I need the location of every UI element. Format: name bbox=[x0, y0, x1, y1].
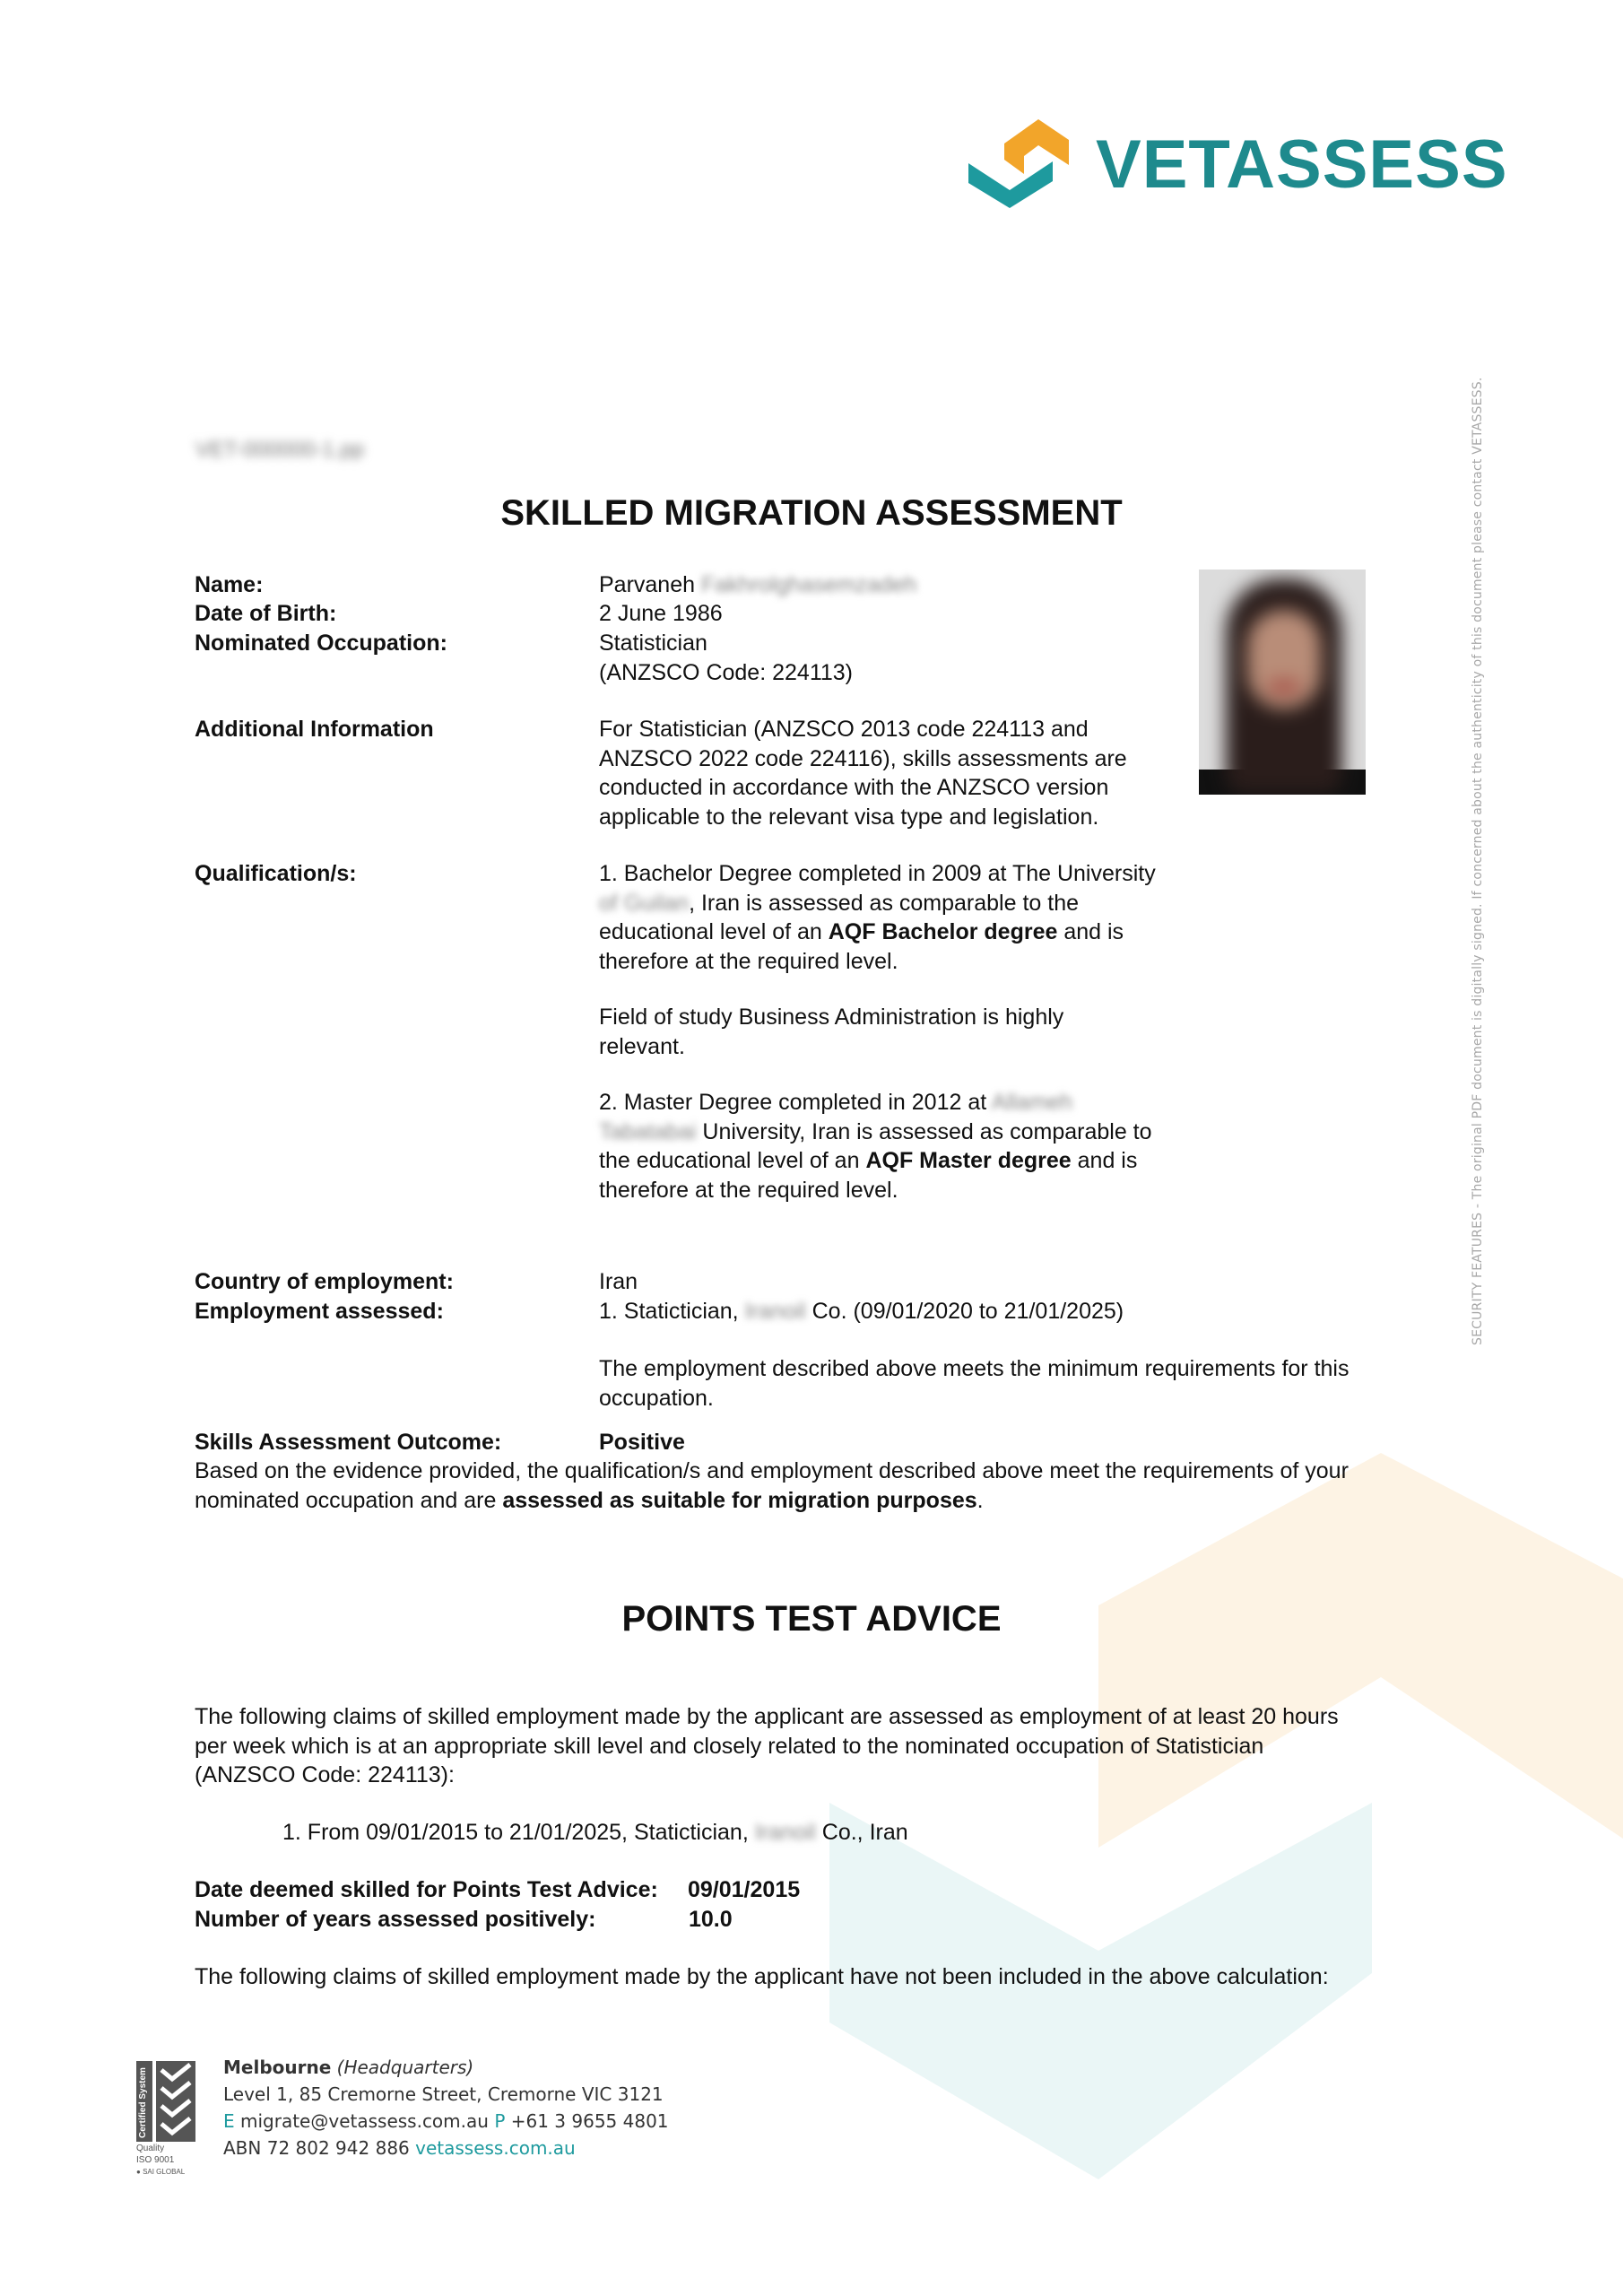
q1-line bbox=[599, 889, 1156, 918]
q2-university-redacted: Allameh bbox=[991, 1090, 1073, 1115]
footer-hq: (Headquarters) bbox=[336, 2057, 474, 2078]
employment-note-line: occupation. bbox=[599, 1385, 714, 1411]
name-label: Name: bbox=[195, 572, 264, 597]
country-label: Country of employment: bbox=[195, 1269, 454, 1294]
name-first: Parvaneh bbox=[599, 572, 696, 597]
badge-iso: ISO 9001 bbox=[136, 2155, 175, 2165]
q2-university-redacted: Tabatabai bbox=[599, 1118, 697, 1144]
qualification-2 bbox=[599, 1088, 1152, 1205]
footer-contact-line bbox=[223, 2108, 669, 2135]
check-marks-icon bbox=[156, 2061, 195, 2142]
occupation-value bbox=[599, 629, 853, 687]
q1-aqf-level: AQF Bachelor degree bbox=[828, 919, 1058, 944]
q2-aqf-level: AQF Master degree bbox=[865, 1148, 1072, 1173]
employment-text: Co. (09/01/2020 to 21/01/2025) bbox=[805, 1299, 1124, 1324]
iso-certified-badge bbox=[136, 2061, 201, 2187]
employment-note bbox=[599, 1354, 1349, 1413]
q2-text: and is bbox=[1071, 1148, 1138, 1173]
name-last-redacted: Fakhrolghasemzadeh bbox=[700, 572, 917, 597]
field-line: relevant. bbox=[599, 1033, 685, 1059]
claim-text: Co., Iran bbox=[815, 1820, 908, 1845]
q2-line bbox=[599, 1146, 1152, 1176]
certified-system-strip bbox=[136, 2061, 152, 2142]
footer-abn-line bbox=[223, 2135, 669, 2161]
additional-info-text bbox=[599, 715, 1127, 831]
additional-line: conducted in accordance with the ANZSCO version bbox=[599, 775, 1109, 800]
outcome-text: . bbox=[976, 1487, 984, 1513]
footer-city: Melbourne bbox=[223, 2057, 332, 2078]
email-label: E bbox=[223, 2110, 235, 2132]
q1-text: and is bbox=[1057, 919, 1124, 944]
q2-text: the educational level of an bbox=[599, 1148, 866, 1173]
field-of-study bbox=[599, 1003, 1063, 1061]
outcome-statement bbox=[195, 1457, 1349, 1515]
country-value: Iran bbox=[599, 1269, 638, 1294]
certified-system-text: Certified System bbox=[138, 2067, 148, 2138]
badge-sai: ● SAI GLOBAL bbox=[136, 2168, 186, 2176]
employer-redacted: Iranoil bbox=[744, 1299, 806, 1324]
vetassess-logo bbox=[968, 117, 1506, 215]
employment-note-line: The employment described above meets the minimum requirements for this bbox=[599, 1356, 1350, 1381]
q1-text: educational level of an bbox=[599, 919, 829, 944]
points-intro-line: (ANZSCO Code: 224113): bbox=[195, 1762, 455, 1787]
footer-website[interactable]: vetassess.com.au bbox=[415, 2137, 576, 2159]
years-value: 10.0 bbox=[689, 1907, 733, 1932]
additional-info-label: Additional Information bbox=[195, 717, 434, 742]
additional-line: applicable to the relevant visa type and legislation. bbox=[599, 804, 1099, 830]
badge-quality: Quality bbox=[136, 2144, 165, 2153]
footer-email[interactable]: migrate@vetassess.com.au bbox=[240, 2110, 489, 2132]
q1-line: therefore at the required level. bbox=[599, 948, 898, 974]
dob-label: Date of Birth: bbox=[195, 601, 337, 626]
outcome-value: Positive bbox=[599, 1430, 685, 1455]
additional-line: ANZSCO 2022 code 224116), skills assessments are bbox=[599, 745, 1127, 771]
outcome-text: nominated occupation and are bbox=[195, 1487, 503, 1513]
outcome-line bbox=[195, 1486, 1349, 1516]
dob-value: 2 June 1986 bbox=[599, 601, 723, 626]
phone-label: P bbox=[494, 2110, 506, 2132]
claim-employer-redacted: Iranoil bbox=[754, 1820, 816, 1845]
vetassess-logo-mark-icon bbox=[968, 117, 1076, 215]
q2-text: 2. Master Degree completed in 2012 at bbox=[599, 1090, 992, 1115]
additional-line: For Statistician (ANZSCO 2013 code 224113 and bbox=[599, 717, 1089, 742]
points-claim bbox=[282, 1818, 908, 1848]
outcome-label: Skills Assessment Outcome: bbox=[195, 1430, 502, 1455]
applicant-photo bbox=[1199, 570, 1366, 795]
claim-text: 1. From 09/01/2015 to 21/01/2025, Statictician, bbox=[282, 1820, 755, 1845]
points-title: POINTS TEST ADVICE bbox=[621, 1599, 1002, 1639]
points-intro bbox=[195, 1702, 1339, 1790]
q1-university-redacted: of Guilan bbox=[599, 890, 690, 916]
date-deemed-label: Date deemed skilled for Points Test Advice: bbox=[195, 1877, 658, 1902]
q2-line: therefore at the required level. bbox=[599, 1177, 898, 1203]
footer-city-line bbox=[223, 2054, 669, 2081]
occupation-anzsco: (ANZSCO Code: 224113) bbox=[599, 659, 853, 685]
name-value bbox=[599, 570, 916, 600]
employment-label: Employment assessed: bbox=[195, 1299, 444, 1324]
footer-abn: ABN 72 802 942 886 bbox=[223, 2137, 410, 2159]
q1-line: 1. Bachelor Degree completed in 2009 at The University bbox=[599, 861, 1156, 886]
employment-text: 1. Statictician, bbox=[599, 1299, 745, 1324]
points-intro-line: The following claims of skilled employment made by the applicant are assessed as employment of at least 20 hours bbox=[195, 1704, 1339, 1729]
employment-value bbox=[599, 1297, 1124, 1326]
qualification-1 bbox=[599, 859, 1156, 976]
q1-text: , Iran is assessed as comparable to the bbox=[689, 890, 1080, 916]
footer-contact bbox=[223, 2054, 669, 2161]
points-intro-line: per week which is at an appropriate skill level and closely related to the nominated occupation of Statistician bbox=[195, 1733, 1264, 1759]
assessment-title: SKILLED MIGRATION ASSESSMENT bbox=[500, 493, 1123, 533]
excluded-claims-text: The following claims of skilled employment made by the applicant have not been included in the above calculation: bbox=[195, 1964, 1329, 1989]
q2-line bbox=[599, 1118, 1152, 1147]
q2-line bbox=[599, 1088, 1152, 1118]
field-line: Field of study Business Administration is highly bbox=[599, 1004, 1064, 1030]
footer-phone: +61 3 9655 4801 bbox=[510, 2110, 669, 2132]
document-reference: VET-000000-1.pp bbox=[195, 438, 365, 462]
years-label: Number of years assessed positively: bbox=[195, 1907, 596, 1932]
footer-address: Level 1, 85 Cremorne Street, Cremorne VIC 3121 bbox=[223, 2083, 664, 2105]
date-deemed-value: 09/01/2015 bbox=[688, 1877, 801, 1902]
occupation-label: Nominated Occupation: bbox=[195, 631, 447, 656]
outcome-line: Based on the evidence provided, the qualification/s and employment described above meet the requirements of your bbox=[195, 1458, 1349, 1483]
q1-line bbox=[599, 918, 1156, 947]
badge-sai-text: SAI GLOBAL bbox=[143, 2168, 186, 2176]
vetassess-logo-text: VETASSESS bbox=[1096, 126, 1508, 203]
outcome-bold: assessed as suitable for migration purposes bbox=[502, 1487, 977, 1513]
security-features-text: SECURITY FEATURES - The original PDF document is digitally signed. If concerned about the authenticity of this document please contact VETASSESS. bbox=[1471, 377, 1485, 1345]
qualifications-label: Qualification/s: bbox=[195, 861, 357, 886]
q2-text: University, Iran is assessed as comparable to bbox=[696, 1118, 1152, 1144]
occupation-name: Statistician bbox=[599, 631, 707, 656]
